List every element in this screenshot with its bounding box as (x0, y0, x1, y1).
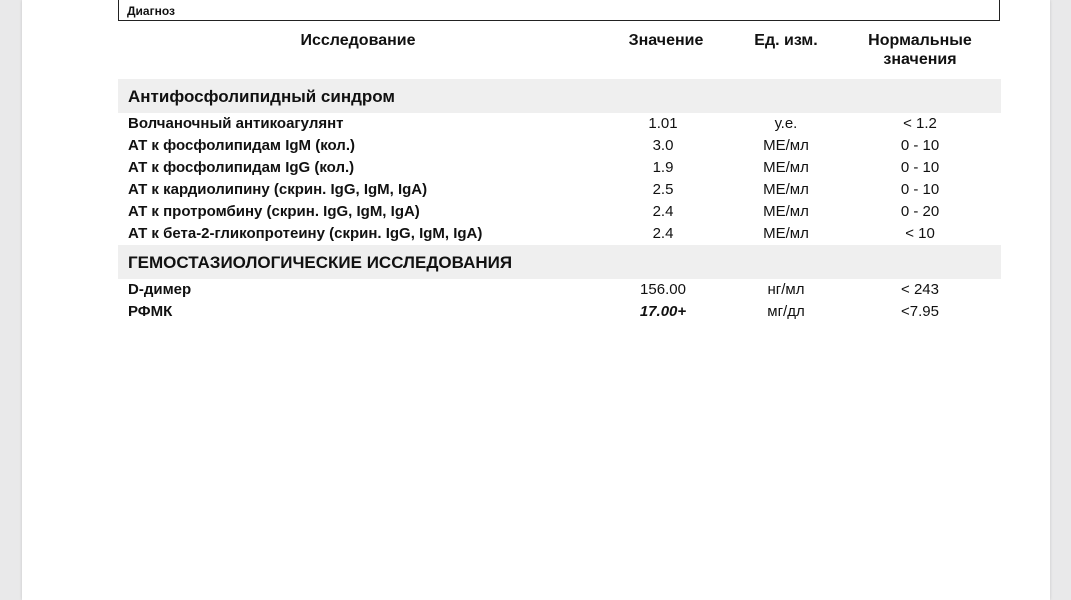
row-test-name: АТ к протромбину (скрин. IgG, IgM, IgA) (128, 203, 420, 220)
row-value: 2.4 (652, 225, 674, 242)
header-normal (860, 31, 980, 69)
row-normal: < 243 (901, 281, 939, 298)
row-unit: МЕ/мл (763, 203, 809, 220)
row-normal: < 1.2 (903, 115, 937, 132)
header-unit: Ед. изм. (754, 32, 818, 49)
row-value: 2.4 (652, 203, 674, 220)
table-row (118, 201, 1001, 223)
row-value: 1.01 (648, 115, 678, 132)
row-value: 2.5 (652, 181, 674, 198)
header-value: Значение (628, 32, 704, 49)
table-row (118, 113, 1001, 135)
row-normal: 0 - 10 (900, 181, 940, 198)
header-normal-line2: значения (883, 51, 957, 68)
row-test-name: АТ к фосфолипидам IgM (кол.) (128, 137, 355, 154)
table-row (118, 301, 1001, 323)
diagnosis-box (118, 0, 1000, 21)
row-unit: МЕ/мл (763, 137, 809, 154)
row-test-name: Волчаночный антикоагулянт (128, 115, 344, 132)
section-hemostasis (118, 245, 1001, 279)
row-normal: 0 - 20 (900, 203, 940, 220)
table-row (118, 223, 1001, 245)
table-row (118, 279, 1001, 301)
row-value: 1.9 (652, 159, 674, 176)
row-unit: МЕ/мл (763, 225, 809, 242)
header-test: Исследование (300, 32, 416, 49)
table-row (118, 157, 1001, 179)
row-normal: 0 - 10 (900, 137, 940, 154)
diagnosis-label: Диагноз (127, 4, 175, 18)
row-unit: МЕ/мл (763, 181, 809, 198)
row-value: 156.00 (640, 281, 686, 298)
row-test-name: АТ к бета-2-гликопротеину (скрин. IgG, IgM, IgA) (128, 225, 483, 242)
row-normal: 0 - 10 (900, 159, 940, 176)
row-test-name: АТ к кардиолипину (скрин. IgG, IgM, IgA) (128, 181, 428, 198)
header-normal-line1: Нормальные (868, 32, 972, 49)
section-title: ГЕМОСТАЗИОЛОГИЧЕСКИЕ ИССЛЕДОВАНИЯ (128, 253, 513, 272)
table-row (118, 135, 1001, 157)
row-unit: нг/мл (767, 281, 805, 298)
section-antiphospholipid (118, 79, 1001, 113)
table-row (118, 179, 1001, 201)
row-normal: <7.95 (901, 303, 939, 320)
row-value-flagged: 17.00+ (639, 303, 687, 320)
row-normal: < 10 (905, 225, 935, 242)
row-unit: мг/дл (767, 303, 805, 320)
row-test-name: РФМК (128, 303, 173, 320)
row-unit: МЕ/мл (763, 159, 809, 176)
section-title: Антифосфолипидный синдром (128, 87, 396, 106)
row-test-name: АТ к фосфолипидам IgG (кол.) (128, 159, 355, 176)
row-value: 3.0 (652, 137, 674, 154)
document-page (22, 0, 1050, 600)
row-unit: у.е. (774, 115, 798, 132)
row-test-name: D-димер (128, 281, 192, 298)
